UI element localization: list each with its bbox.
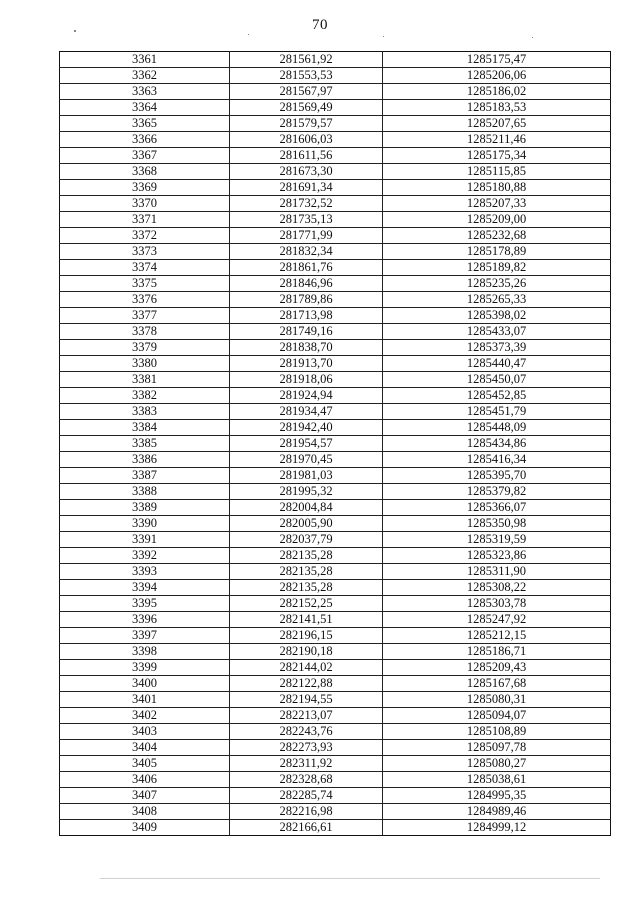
table-row (60, 596, 611, 612)
table-row (60, 564, 611, 580)
point-number-cell: 3384 (60, 420, 230, 436)
table-row (60, 244, 611, 260)
point-number-cell: 3378 (60, 324, 230, 340)
y-coordinate-cell: 1285207,33 (383, 196, 611, 212)
x-coordinate-cell: 281569,49 (230, 100, 383, 116)
table-row (60, 820, 611, 836)
table-row (60, 532, 611, 548)
table-row (60, 276, 611, 292)
y-coordinate-cell: 1285175,47 (383, 52, 611, 68)
y-coordinate-cell: 1285235,26 (383, 276, 611, 292)
x-coordinate-cell: 281749,16 (230, 324, 383, 340)
point-number-cell: 3390 (60, 516, 230, 532)
y-coordinate-cell: 1285080,31 (383, 692, 611, 708)
scan-edge-line (100, 878, 600, 879)
table-row (60, 164, 611, 180)
x-coordinate-cell: 281789,86 (230, 292, 383, 308)
point-number-cell: 3374 (60, 260, 230, 276)
y-coordinate-cell: 1285189,82 (383, 260, 611, 276)
x-coordinate-cell: 281918,06 (230, 372, 383, 388)
y-coordinate-cell: 1285303,78 (383, 596, 611, 612)
x-coordinate-cell: 281913,70 (230, 356, 383, 372)
y-coordinate-cell: 1284995,35 (383, 788, 611, 804)
point-number-cell: 3380 (60, 356, 230, 372)
table-row (60, 324, 611, 340)
table-row (60, 580, 611, 596)
x-coordinate-cell: 282152,25 (230, 596, 383, 612)
y-coordinate-cell: 1285323,86 (383, 548, 611, 564)
point-number-cell: 3397 (60, 628, 230, 644)
table-row (60, 452, 611, 468)
point-number-cell: 3363 (60, 84, 230, 100)
x-coordinate-cell: 282213,07 (230, 708, 383, 724)
y-coordinate-cell: 1285183,53 (383, 100, 611, 116)
table-row (60, 52, 611, 68)
point-number-cell: 3368 (60, 164, 230, 180)
point-number-cell: 3382 (60, 388, 230, 404)
table-row (60, 724, 611, 740)
table-row (60, 772, 611, 788)
y-coordinate-cell: 1285167,68 (383, 676, 611, 692)
x-coordinate-cell: 282004,84 (230, 500, 383, 516)
point-number-cell: 3395 (60, 596, 230, 612)
y-coordinate-cell: 1285308,22 (383, 580, 611, 596)
y-coordinate-cell: 1285211,46 (383, 132, 611, 148)
x-coordinate-cell: 281942,40 (230, 420, 383, 436)
point-number-cell: 3362 (60, 68, 230, 84)
y-coordinate-cell: 1285448,09 (383, 420, 611, 436)
y-coordinate-cell: 1285209,00 (383, 212, 611, 228)
y-coordinate-cell: 1285366,07 (383, 500, 611, 516)
table-row (60, 756, 611, 772)
x-coordinate-cell: 282135,28 (230, 580, 383, 596)
point-number-cell: 3407 (60, 788, 230, 804)
point-number-cell: 3399 (60, 660, 230, 676)
table-row (60, 468, 611, 484)
x-coordinate-cell: 281981,03 (230, 468, 383, 484)
point-number-cell: 3402 (60, 708, 230, 724)
y-coordinate-cell: 1285452,85 (383, 388, 611, 404)
y-coordinate-cell: 1285395,70 (383, 468, 611, 484)
table-row (60, 68, 611, 84)
y-coordinate-cell: 1285265,33 (383, 292, 611, 308)
y-coordinate-cell: 1284999,12 (383, 820, 611, 836)
y-coordinate-cell: 1285038,61 (383, 772, 611, 788)
point-number-cell: 3364 (60, 100, 230, 116)
table-body (60, 52, 611, 836)
x-coordinate-cell: 282190,18 (230, 644, 383, 660)
point-number-cell: 3400 (60, 676, 230, 692)
table-row (60, 212, 611, 228)
point-number-cell: 3405 (60, 756, 230, 772)
point-number-cell: 3403 (60, 724, 230, 740)
table-row (60, 644, 611, 660)
scan-speck (383, 36, 384, 37)
page-number: 70 (312, 17, 328, 33)
point-number-cell: 3388 (60, 484, 230, 500)
y-coordinate-cell: 1285178,89 (383, 244, 611, 260)
table-row (60, 804, 611, 820)
table-row (60, 676, 611, 692)
table-row (60, 196, 611, 212)
y-coordinate-cell: 1285212,15 (383, 628, 611, 644)
table-row (60, 228, 611, 244)
point-number-cell: 3406 (60, 772, 230, 788)
x-coordinate-cell: 281713,98 (230, 308, 383, 324)
point-number-cell: 3387 (60, 468, 230, 484)
x-coordinate-cell: 282328,68 (230, 772, 383, 788)
y-coordinate-cell: 1285180,88 (383, 180, 611, 196)
x-coordinate-cell: 281771,99 (230, 228, 383, 244)
table-row (60, 692, 611, 708)
point-number-cell: 3409 (60, 820, 230, 836)
x-coordinate-cell: 282135,28 (230, 548, 383, 564)
x-coordinate-cell: 282122,88 (230, 676, 383, 692)
y-coordinate-cell: 1285115,85 (383, 164, 611, 180)
y-coordinate-cell: 1285416,34 (383, 452, 611, 468)
y-coordinate-cell: 1285097,78 (383, 740, 611, 756)
x-coordinate-cell: 281934,47 (230, 404, 383, 420)
x-coordinate-cell: 282141,51 (230, 612, 383, 628)
scan-speck (248, 34, 249, 35)
table-row (60, 308, 611, 324)
y-coordinate-cell: 1285186,02 (383, 84, 611, 100)
point-number-cell: 3404 (60, 740, 230, 756)
point-number-cell: 3361 (60, 52, 230, 68)
y-coordinate-cell: 1285247,92 (383, 612, 611, 628)
point-number-cell: 3375 (60, 276, 230, 292)
y-coordinate-cell: 1284989,46 (383, 804, 611, 820)
table-row (60, 404, 611, 420)
point-number-cell: 3365 (60, 116, 230, 132)
x-coordinate-cell: 281567,97 (230, 84, 383, 100)
point-number-cell: 3386 (60, 452, 230, 468)
y-coordinate-cell: 1285094,07 (383, 708, 611, 724)
x-coordinate-cell: 282311,92 (230, 756, 383, 772)
point-number-cell: 3381 (60, 372, 230, 388)
table-row (60, 548, 611, 564)
x-coordinate-cell: 282243,76 (230, 724, 383, 740)
x-coordinate-cell: 281561,92 (230, 52, 383, 68)
point-number-cell: 3370 (60, 196, 230, 212)
x-coordinate-cell: 281606,03 (230, 132, 383, 148)
point-number-cell: 3393 (60, 564, 230, 580)
y-coordinate-cell: 1285350,98 (383, 516, 611, 532)
x-coordinate-cell: 282194,55 (230, 692, 383, 708)
y-coordinate-cell: 1285080,27 (383, 756, 611, 772)
point-number-cell: 3366 (60, 132, 230, 148)
table-row (60, 116, 611, 132)
point-number-cell: 3383 (60, 404, 230, 420)
y-coordinate-cell: 1285207,65 (383, 116, 611, 132)
y-coordinate-cell: 1285108,89 (383, 724, 611, 740)
point-number-cell: 3385 (60, 436, 230, 452)
y-coordinate-cell: 1285434,86 (383, 436, 611, 452)
table-row (60, 356, 611, 372)
point-number-cell: 3394 (60, 580, 230, 596)
x-coordinate-cell: 282166,61 (230, 820, 383, 836)
y-coordinate-cell: 1285186,71 (383, 644, 611, 660)
point-number-cell: 3376 (60, 292, 230, 308)
y-coordinate-cell: 1285450,07 (383, 372, 611, 388)
table-row (60, 148, 611, 164)
x-coordinate-cell: 281995,32 (230, 484, 383, 500)
y-coordinate-cell: 1285206,06 (383, 68, 611, 84)
x-coordinate-cell: 282144,02 (230, 660, 383, 676)
table-row (60, 260, 611, 276)
table-row (60, 180, 611, 196)
point-number-cell: 3408 (60, 804, 230, 820)
table-row (60, 420, 611, 436)
x-coordinate-cell: 282273,93 (230, 740, 383, 756)
x-coordinate-cell: 282196,15 (230, 628, 383, 644)
point-number-cell: 3369 (60, 180, 230, 196)
point-number-cell: 3392 (60, 548, 230, 564)
table-row (60, 788, 611, 804)
table-row (60, 484, 611, 500)
table-row (60, 436, 611, 452)
x-coordinate-cell: 281924,94 (230, 388, 383, 404)
y-coordinate-cell: 1285209,43 (383, 660, 611, 676)
table-row (60, 100, 611, 116)
table-row (60, 612, 611, 628)
point-number-cell: 3398 (60, 644, 230, 660)
x-coordinate-cell: 281861,76 (230, 260, 383, 276)
point-number-cell: 3401 (60, 692, 230, 708)
table-row (60, 292, 611, 308)
y-coordinate-cell: 1285311,90 (383, 564, 611, 580)
x-coordinate-cell: 282037,79 (230, 532, 383, 548)
point-number-cell: 3391 (60, 532, 230, 548)
y-coordinate-cell: 1285451,79 (383, 404, 611, 420)
table-row (60, 388, 611, 404)
scan-speck (532, 37, 533, 38)
x-coordinate-cell: 281579,57 (230, 116, 383, 132)
y-coordinate-cell: 1285319,59 (383, 532, 611, 548)
table-row (60, 500, 611, 516)
point-number-cell: 3396 (60, 612, 230, 628)
table-row (60, 628, 611, 644)
table-row (60, 340, 611, 356)
table-row (60, 516, 611, 532)
table-row (60, 660, 611, 676)
y-coordinate-cell: 1285440,47 (383, 356, 611, 372)
x-coordinate-cell: 282005,90 (230, 516, 383, 532)
y-coordinate-cell: 1285379,82 (383, 484, 611, 500)
x-coordinate-cell: 281954,57 (230, 436, 383, 452)
x-coordinate-cell: 282135,28 (230, 564, 383, 580)
point-number-cell: 3372 (60, 228, 230, 244)
x-coordinate-cell: 281838,70 (230, 340, 383, 356)
x-coordinate-cell: 281846,96 (230, 276, 383, 292)
y-coordinate-cell: 1285232,68 (383, 228, 611, 244)
point-number-cell: 3389 (60, 500, 230, 516)
coordinates-table (59, 51, 611, 836)
x-coordinate-cell: 281691,34 (230, 180, 383, 196)
x-coordinate-cell: 282216,98 (230, 804, 383, 820)
y-coordinate-cell: 1285175,34 (383, 148, 611, 164)
scan-speck (74, 30, 76, 32)
point-number-cell: 3377 (60, 308, 230, 324)
x-coordinate-cell: 281970,45 (230, 452, 383, 468)
x-coordinate-cell: 281611,56 (230, 148, 383, 164)
table-row (60, 372, 611, 388)
table-row (60, 708, 611, 724)
table-row (60, 740, 611, 756)
y-coordinate-cell: 1285433,07 (383, 324, 611, 340)
point-number-cell: 3379 (60, 340, 230, 356)
y-coordinate-cell: 1285373,39 (383, 340, 611, 356)
x-coordinate-cell: 281735,13 (230, 212, 383, 228)
table-row (60, 132, 611, 148)
point-number-cell: 3373 (60, 244, 230, 260)
point-number-cell: 3367 (60, 148, 230, 164)
x-coordinate-cell: 282285,74 (230, 788, 383, 804)
x-coordinate-cell: 281673,30 (230, 164, 383, 180)
x-coordinate-cell: 281732,52 (230, 196, 383, 212)
x-coordinate-cell: 281832,34 (230, 244, 383, 260)
point-number-cell: 3371 (60, 212, 230, 228)
y-coordinate-cell: 1285398,02 (383, 308, 611, 324)
table-row (60, 84, 611, 100)
x-coordinate-cell: 281553,53 (230, 68, 383, 84)
